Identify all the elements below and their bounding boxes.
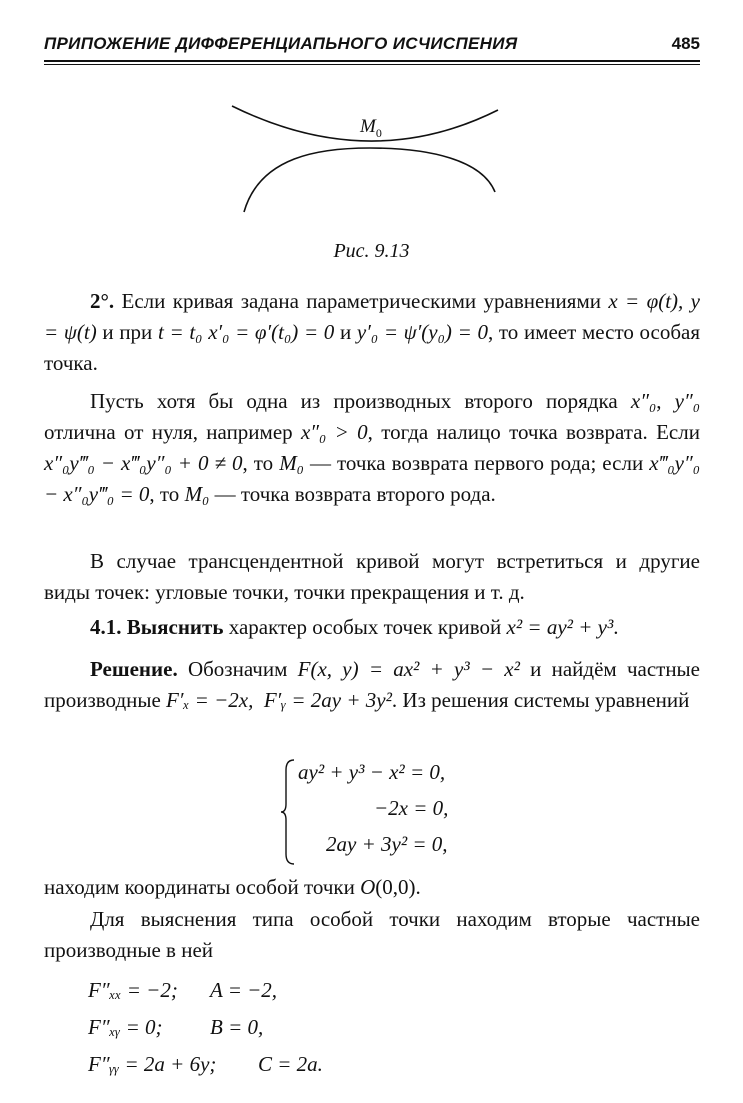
figure-caption: Рис. 9.13: [333, 240, 410, 262]
problem-statement: 4.1. Выяснить характер особых точек кривой x² = ay² + y³.: [90, 615, 619, 639]
solution-paragraph: Решение. Обозначим F(x, y) = ax² + y³ − x² и найдём частные производные F′ₓ = −2x, F′ᵧ = 2ay + 3y². Из решения системы уравнений: [44, 657, 700, 712]
running-header: [44, 26, 700, 66]
system-brace: [280, 758, 296, 866]
paragraph-second-derivatives: Для выяснения типа особой точки находим вторые частные производные в ней: [44, 907, 700, 962]
system-eq-2: −2x = 0,: [374, 796, 449, 820]
header-rule-thin: [44, 64, 700, 65]
header-rule-thick: [44, 60, 700, 62]
lower-curve: [244, 148, 495, 212]
problem-number: 4.1.: [90, 615, 122, 639]
paragraph-lead: 2°.: [90, 289, 115, 313]
running-title: ПРИПОЖЕНИЕ ДИФФЕРЕНЦИАПЬНОГО ИСЧИСПЕНИЯ: [44, 34, 518, 53]
solution-label: Решение.: [90, 657, 178, 681]
system-eq-1: ay² + y³ − x² = 0,: [298, 760, 446, 784]
equation-system: [280, 758, 580, 868]
point-label: $M_0$: [360, 116, 382, 140]
derivative-row: F″ₓₓ = −2; A = −2,: [88, 978, 278, 1002]
paragraph-cusp: Пусть хотя бы одна из производных второго порядка x″₀, y″₀ отлична от нуля, например x″₀ > 0, тогда налицо точка возврата. Если x″₀y‴₀ − x‴₀y″₀ + 0 ≠ 0, то M₀ — точка возврата первого рода; если x‴₀y″₀ − x″₀y‴₀ = 0, то M₀ — точка возврата второго рода.: [44, 389, 701, 506]
paragraph-transcendental: В случае трансцендентной кривой могут встретиться и другие виды точек: угловые точки, точки прекращения и т. д.: [44, 549, 700, 604]
derivative-row: F″ᵧᵧ = 2a + 6y; C = 2a.: [88, 1052, 323, 1076]
figure-9-13: [220, 96, 510, 221]
paragraph-singular-point: находим координаты особой точки O(0,0).: [44, 875, 421, 899]
paragraph-parametric: 2°. Если кривая задана параметрическими уравнениями x = φ(t), y = ψ(t) и при t = t₀ x′₀ = φ′(t₀) = 0 и y′₀ = ψ′(y₀) = 0, то имеет место особая точка.: [44, 289, 701, 375]
system-eq-3: 2ay + 3y² = 0,: [326, 832, 448, 856]
derivative-row: F″ₓᵧ = 0; B = 0,: [88, 1015, 264, 1039]
page-number: 485: [671, 34, 700, 53]
second-derivatives-list: [88, 972, 323, 1083]
